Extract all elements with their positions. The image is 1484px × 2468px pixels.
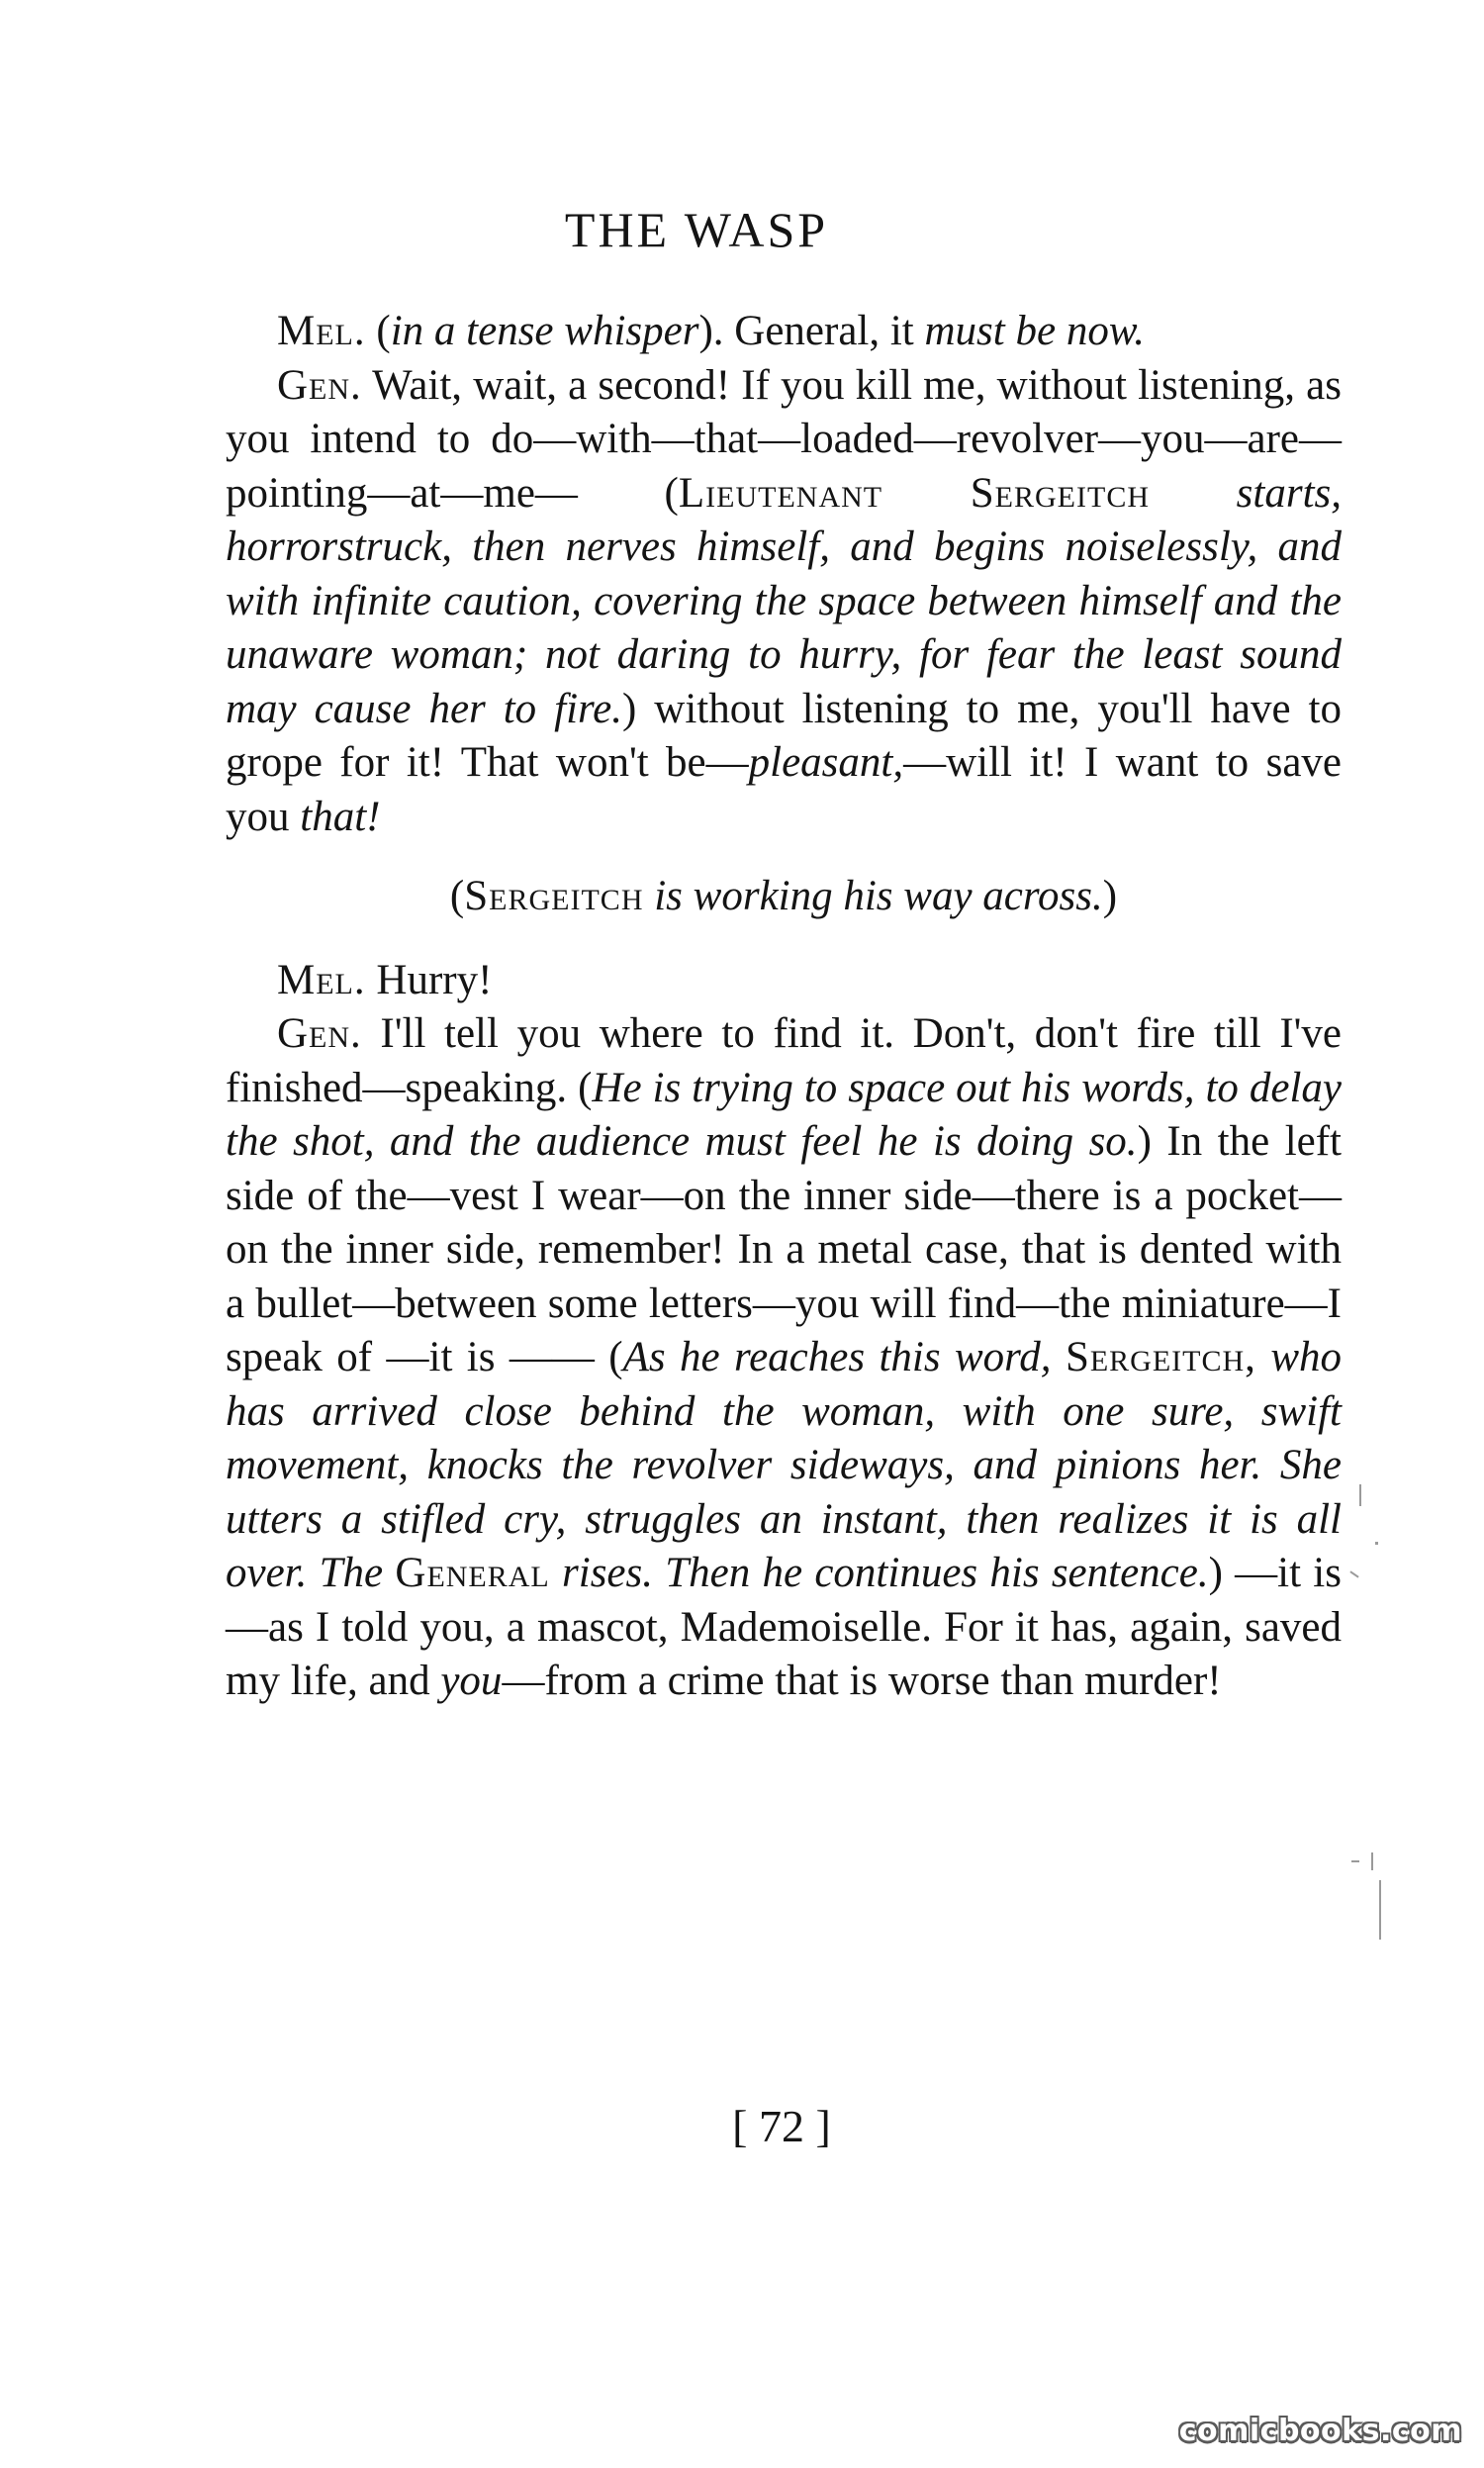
speaker-or-name: Sergeitch, [1065,1334,1256,1380]
speaker-or-name: Gen. [277,1010,362,1057]
italic-stage-text: As he reaches this word, [622,1334,1052,1380]
stage-direction-centered [226,870,1342,924]
dialogue-text: ( [449,873,465,919]
speaker-or-name: Lieutenant Sergeitch [678,469,1150,517]
speaker-or-name: Gen. [277,361,362,409]
dialogue-text: ) [1102,873,1118,919]
paragraph-2 [226,359,1342,845]
italic-stage-text: you [440,1658,503,1704]
italic-stage-text: that! [300,793,381,840]
dialogue-text [1150,470,1237,517]
dialogue-text [1052,1334,1066,1380]
paragraph-3 [226,954,1342,1008]
dialogue-text [643,873,654,919]
margin-pencil-marks [1342,1484,1401,1959]
speaker-or-name: Sergeitch [464,873,644,919]
dialogue-text: ) without listening to me, you'll have to grope for it! That won't be— [226,685,1342,786]
italic-stage-text: must be now. [924,308,1146,354]
dialogue-text: —from a crime that is worse than murder! [502,1658,1222,1704]
dialogue-text [383,1550,395,1596]
running-head: THE WASP [564,202,829,257]
italic-stage-text: rises. Then he continues his sentence. [562,1550,1209,1596]
dialogue-text: I'll tell you where to find it. Don't, don't fire till I've finished—speaking. ( [226,1010,1342,1111]
italic-stage-text: is working his way across. [654,873,1103,919]
dialogue-text [550,1550,562,1596]
dialogue-text: —will it! I want to save you [226,739,1342,840]
italic-stage-text: in a tense whisper [390,308,699,354]
italic-stage-text: starts, horrorstruck, then nerves himself, and begins noiselessly, and with infinite caution, covering the space between himself and the unaware woman; not daring to hurry, for fear the least sound may cause her to fire. [226,469,1343,732]
watermark: comicbooks.com [1178,2414,1462,2448]
paragraph-4 [226,1007,1342,1709]
speaker-or-name: Mel. [277,956,366,1003]
dialogue-text: ) In the left side of the—vest I wear—on the inner side—there is a pocket—on the inner side, remember! In a metal case, that is dented with a bullet—between some letters—you will find—the miniature—I speak of —it is —— ( [226,1118,1342,1380]
dialogue-text: ( [365,308,391,354]
italic-stage-text: He is trying to space out his words, to delay the shot, and the audience must feel he is doing so. [226,1064,1342,1165]
dialogue-text: Hurry! [365,956,493,1003]
speaker-or-name: General [395,1550,550,1596]
speaker-or-name: Mel. [277,308,366,354]
italic-stage-text: pleasant, [748,739,904,786]
italic-stage-text: who has arrived close behind the woman, with one sure, swift movement, knocks the revolver sideways, and pinions her. She utters a stifled cry, struggles an instant, then realizes it is all over. The [226,1334,1342,1596]
dialogue-text: ) —it is—as I told you, a mascot, Mademoiselle. For it has, again, saved my life, and [226,1550,1342,1704]
page-number: [ 72 ] [732,2101,831,2151]
dialogue-text [1256,1334,1270,1380]
dialogue-text: ). General, it [698,308,925,354]
body-text [226,305,1342,1709]
paragraph-1 [226,305,1342,359]
dialogue-text: Wait, wait, a second! If you kill me, without listening, as you intend to do—with—that—loaded—revolver—you—are—pointing—at—me— ( [226,361,1342,517]
